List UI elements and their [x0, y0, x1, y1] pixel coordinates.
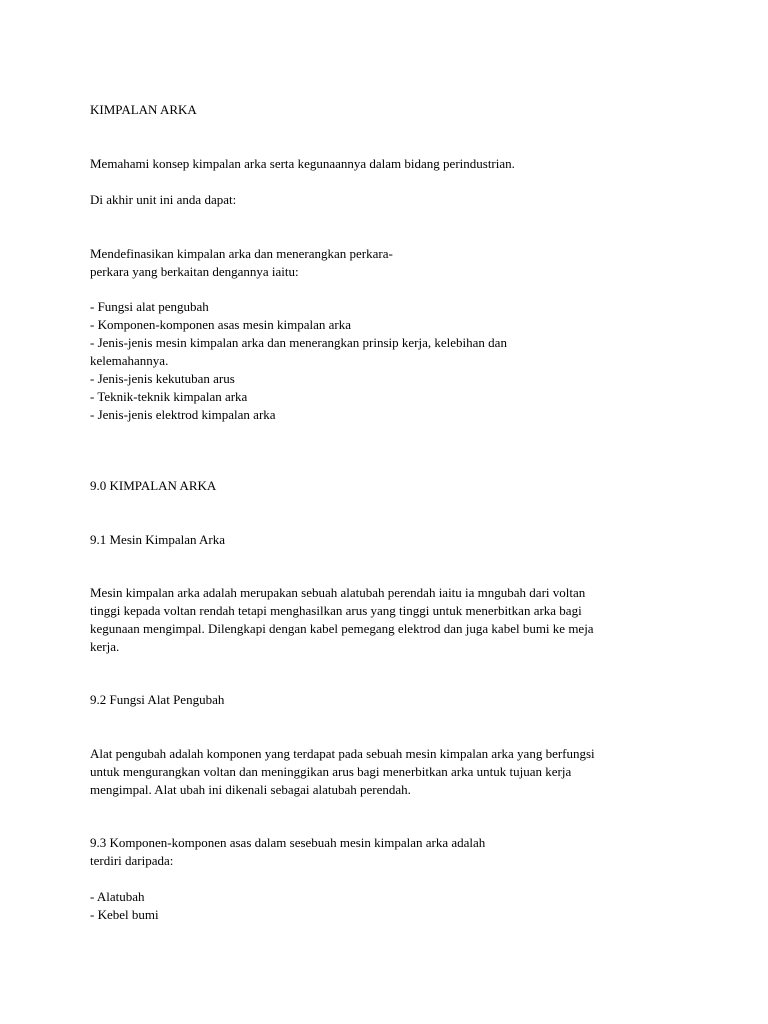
learning-point: - Jenis-jenis mesin kimpalan arka dan menerangkan prinsip kerja, kelebihan dan — [90, 335, 507, 350]
section-9-1-heading: 9.1 Mesin Kimpalan Arka — [90, 532, 226, 547]
section-9-1-paragraph-line: kerja. — [90, 639, 120, 654]
learning-point: - Jenis-jenis kekutuban arus — [90, 371, 235, 386]
learning-point: - Fungsi alat pengubah — [90, 299, 209, 314]
section-9-2-paragraph-line: mengimpal. Alat ubah ini dikenali sebagai alatubah perendah. — [90, 782, 411, 797]
learning-point-continuation: kelemahannya. — [90, 353, 169, 368]
section-9-3-list-item: - Alatubah — [90, 889, 145, 904]
outcome-intro: Di akhir unit ini anda dapat: — [90, 192, 237, 207]
definition-line-1: Mendefinasikan kimpalan arka dan menerangkan perkara- — [90, 246, 393, 261]
learning-point: - Komponen-komponen asas mesin kimpalan arka — [90, 317, 352, 332]
section-9-3-list-item: - Kebel bumi — [90, 907, 159, 922]
section-9-3-heading-line: 9.3 Komponen-komponen asas dalam sesebuah mesin kimpalan arka adalah — [90, 835, 486, 850]
section-9-3-heading-line: terdiri daripada: — [90, 853, 174, 868]
section-9-2-paragraph-line: untuk mengurangkan voltan dan meninggikan arus bagi menerbitkan arka untuk tujuan kerja — [90, 764, 572, 779]
section-9-0-heading: 9.0 KIMPALAN ARKA — [90, 478, 217, 493]
objective-text: Memahami konsep kimpalan arka serta kegunaannya dalam bidang perindustrian. — [90, 156, 515, 171]
learning-point: - Jenis-jenis elektrod kimpalan arka — [90, 407, 276, 422]
section-9-2-paragraph-line: Alat pengubah adalah komponen yang terdapat pada sebuah mesin kimpalan arka yang berfungsi — [90, 746, 595, 761]
section-9-1-paragraph-line: kegunaan mengimpal. Dilengkapi dengan kabel pemegang elektrod dan juga kabel bumi ke meja — [90, 621, 594, 636]
definition-line-2: perkara yang berkaitan dengannya iaitu: — [90, 264, 299, 279]
document-title: KIMPALAN ARKA — [90, 102, 197, 117]
section-9-1-paragraph-line: Mesin kimpalan arka adalah merupakan sebuah alatubah perendah iaitu ia mngubah dari voltan — [90, 585, 586, 600]
section-9-2-heading: 9.2 Fungsi Alat Pengubah — [90, 692, 225, 707]
learning-point: - Teknik-teknik kimpalan arka — [90, 389, 248, 404]
section-9-1-paragraph-line: tinggi kepada voltan rendah tetapi menghasilkan arus yang tinggi untuk menerbitkan arka bagi — [90, 603, 582, 618]
